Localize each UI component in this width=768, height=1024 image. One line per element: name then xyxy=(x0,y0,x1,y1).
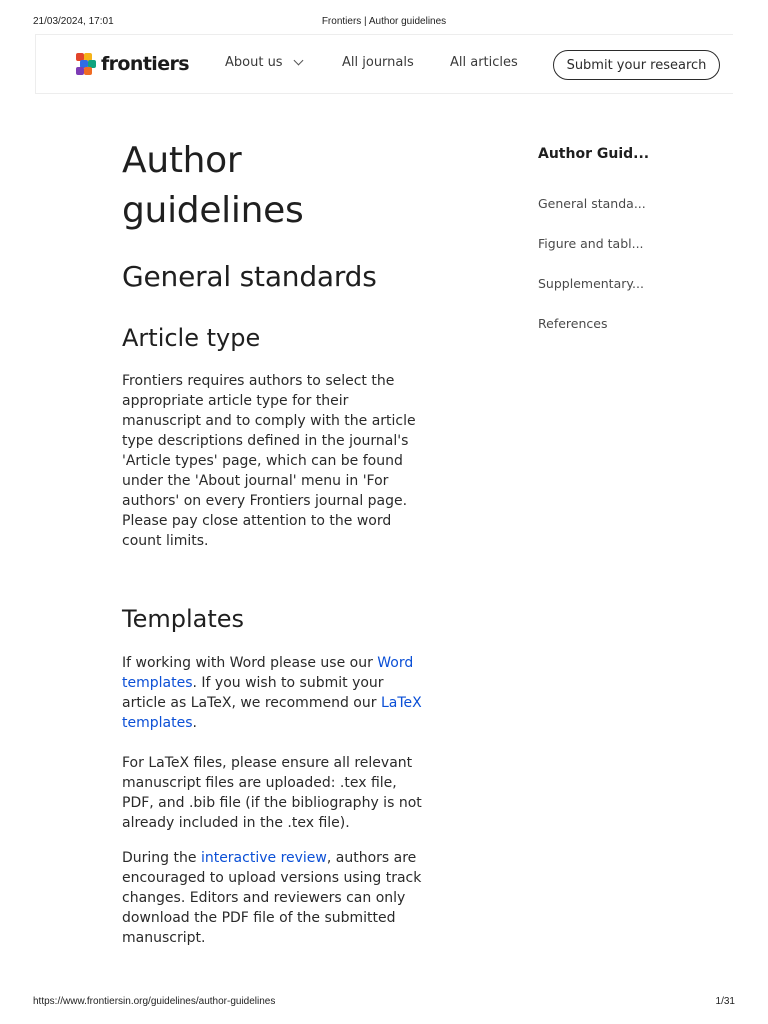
table-of-contents xyxy=(538,146,658,331)
print-footer xyxy=(0,996,768,1010)
print-header xyxy=(0,16,768,30)
nav-about-us-label: About us xyxy=(225,55,283,70)
print-page-number: 1/31 xyxy=(715,996,735,1007)
nav-all-journals[interactable] xyxy=(342,55,414,70)
article-type-heading: Article type xyxy=(122,324,261,352)
nav-all-articles-label: All articles xyxy=(450,55,518,70)
templates-heading: Templates xyxy=(122,605,245,633)
interactive-review-link[interactable]: interactive review xyxy=(200,850,327,866)
templates-p1-text-b: . If you wish to submit your article as LaTeX, we recommend our xyxy=(122,675,384,711)
main-content xyxy=(122,136,432,946)
section-title: General standards xyxy=(122,260,377,293)
templates-paragraph-3 xyxy=(122,848,427,948)
page-title: Author guidelines xyxy=(122,140,304,231)
nav-all-journals-label: All journals xyxy=(342,55,414,70)
templates-p3-text-b: , authors are encouraged to upload versions using track changes. Editors and reviewers can only download the PDF file of the submitted manuscript. xyxy=(122,850,422,946)
frontiers-logo-icon xyxy=(76,53,96,75)
word-templates-link[interactable]: Word templates xyxy=(122,655,414,691)
templates-p1-text-c: . xyxy=(192,715,197,731)
toc-item-general-standards[interactable]: General standa... xyxy=(538,196,646,211)
toc-item-supplementary[interactable]: Supplementary... xyxy=(538,276,644,291)
latex-templates-link[interactable]: LaTeX templates xyxy=(122,695,422,731)
print-url: https://www.frontiersin.org/guidelines/author-guidelines xyxy=(33,996,276,1007)
templates-p3-text-a: During the xyxy=(122,850,201,866)
nav-about-us[interactable] xyxy=(225,55,302,70)
chevron-down-icon xyxy=(293,56,303,66)
frontiers-logo[interactable] xyxy=(76,51,189,77)
templates-paragraph-2: For LaTeX files, please ensure all relevant manuscript files are uploaded: .tex file, PDF, and .bib file (if the bibliography is not already included in the .tex file). xyxy=(122,755,422,831)
print-date: 21/03/2024, 17:01 xyxy=(33,16,114,27)
nav-all-articles[interactable] xyxy=(450,55,518,70)
submit-research-button[interactable]: Submit your research xyxy=(553,50,720,80)
toc-title: Author Guid... xyxy=(538,146,650,162)
print-page-title: Frontiers | Author guidelines xyxy=(321,16,447,27)
logo-text: frontiers xyxy=(101,53,189,75)
toc-item-references[interactable]: References xyxy=(538,316,608,331)
article-type-paragraph: Frontiers requires authors to select the appropriate article type for their manuscript and to comply with the article type descriptions defined in the journal's 'Article types' page, which can be found under the 'About journal' menu in 'For authors' on every Frontiers journal page. Please pay close attention to the word count limits. xyxy=(122,373,416,549)
templates-p1-text-a: If working with Word please use our xyxy=(122,655,378,671)
templates-paragraph-1 xyxy=(122,653,427,733)
toc-item-figures-tables[interactable]: Figure and tabl... xyxy=(538,236,644,251)
top-navbar xyxy=(35,34,733,94)
